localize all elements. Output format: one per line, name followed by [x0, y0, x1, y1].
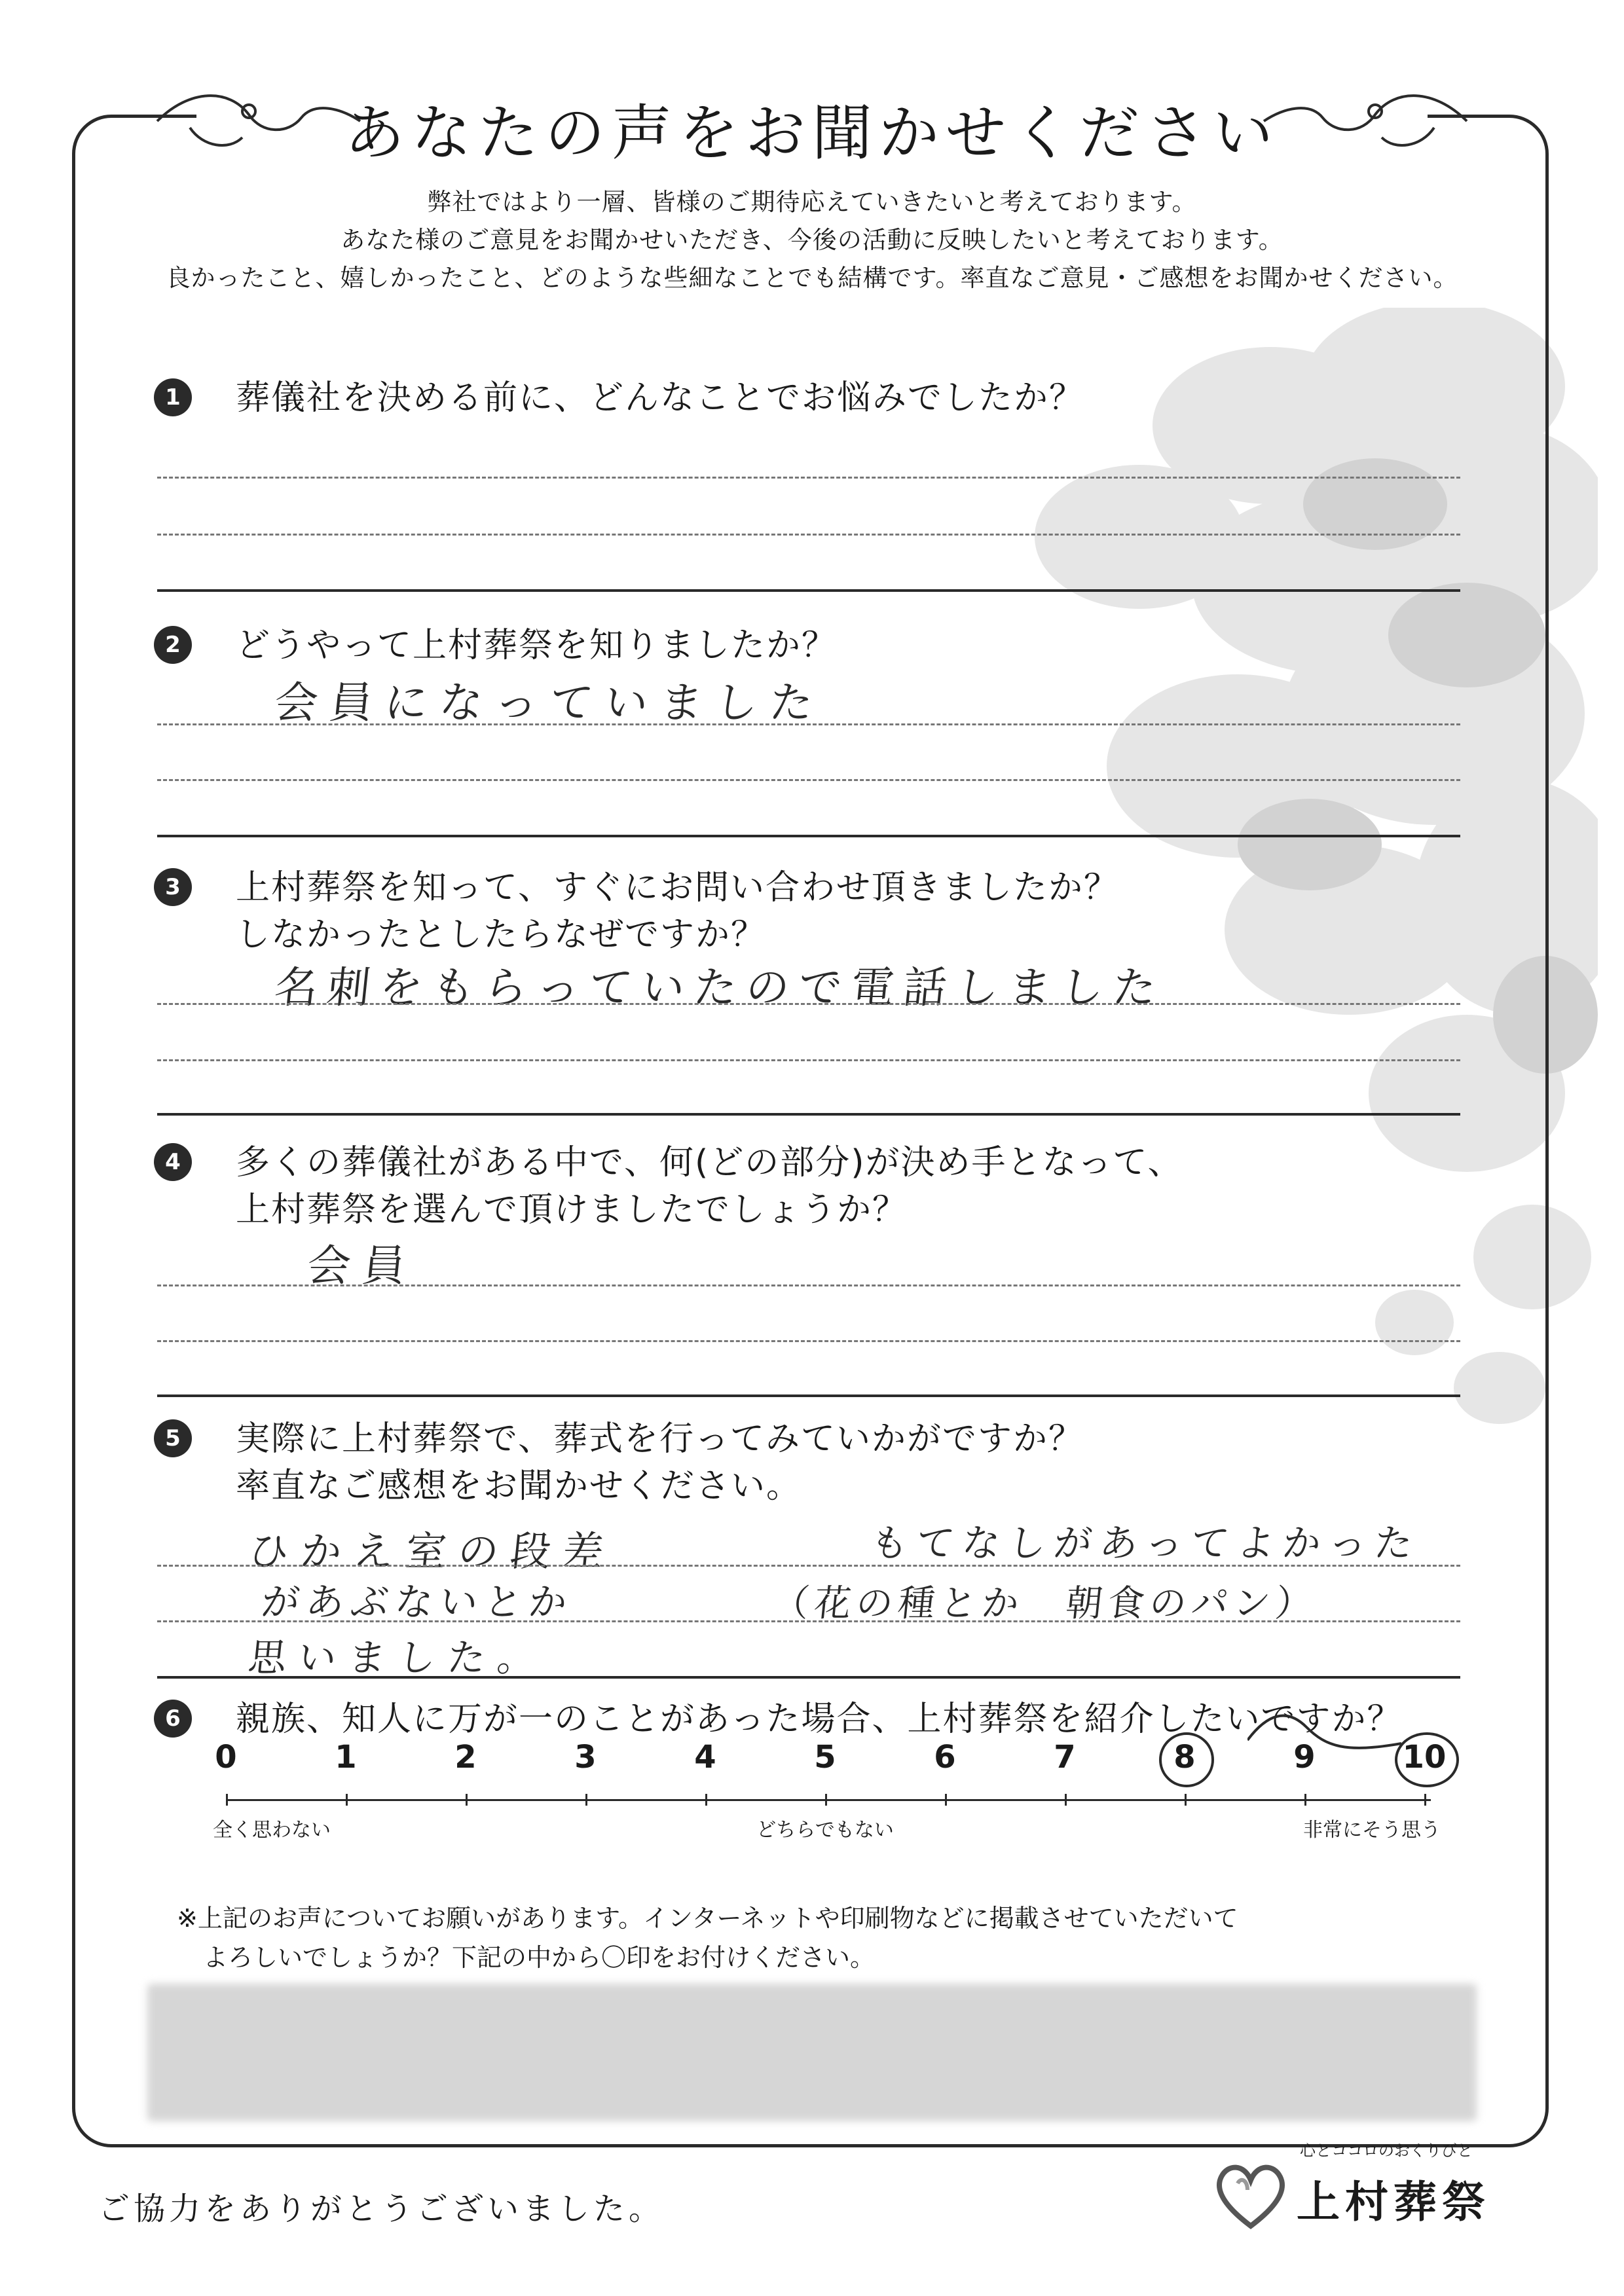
rating-option-0[interactable]: 0	[215, 1739, 237, 1776]
answer-line	[157, 779, 1460, 781]
rating-scale	[213, 1739, 1447, 1897]
rating-tick	[825, 1794, 827, 1806]
rating-tick	[346, 1794, 348, 1806]
answer-line	[157, 1340, 1460, 1342]
handwritten-answer: ひかえ室の段差	[246, 1527, 618, 1575]
rating-option-2[interactable]: 2	[454, 1739, 477, 1776]
notice-line: ※上記のお声についてお願いがあります。インターネットや印刷物などに掲載させていただいて	[177, 1904, 1238, 1933]
rating-label-low: 全く思わない	[213, 1819, 331, 1842]
section-divider	[157, 1394, 1460, 1397]
question-number-badge: 4	[154, 1143, 192, 1181]
handwritten-answer: もてなしがあってよかった	[868, 1521, 1423, 1565]
question-text: 上村葬祭を選んで頂けましたでしょうか？	[236, 1190, 908, 1230]
handwritten-answer: があぶないとか	[259, 1580, 576, 1624]
answer-line	[157, 477, 1460, 479]
rating-option-6[interactable]: 6	[934, 1739, 956, 1776]
logo-tagline: 心とココロのおくりびと	[1300, 2141, 1473, 2160]
handwritten-answer: 会員	[304, 1241, 420, 1291]
range-tilde-mark	[1247, 1707, 1405, 1760]
rating-tick	[466, 1794, 468, 1806]
answer-line	[157, 534, 1460, 536]
rating-option-8[interactable]: 8	[1173, 1739, 1196, 1776]
question-text: 率直なご感想をお聞かせください。	[236, 1467, 802, 1506]
question-number-badge: 5	[154, 1419, 192, 1457]
logo-company-name: 上村葬祭	[1297, 2177, 1490, 2227]
rating-option-7[interactable]: 7	[1054, 1739, 1076, 1776]
question-text: 上村葬祭を知って、すぐにお問い合わせ頂きましたか？	[236, 868, 1119, 907]
intro-line: 良かったこと、嬉しかったこと、どのような些細なことでも結構です。率直なご意見・ご感想をお聞かせください。	[166, 264, 1458, 292]
question-text: 実際に上村葬祭で、葬式を行ってみていかがですか？	[236, 1419, 1084, 1459]
rating-tick	[1065, 1794, 1067, 1806]
intro-line: 弊社ではより一層、皆様のご期待応えていきたいと考えております。	[427, 188, 1197, 216]
question-number-badge: 6	[154, 1700, 192, 1738]
rating-tick	[945, 1794, 947, 1806]
answer-line	[157, 1003, 1460, 1005]
rating-label-high: 非常にそう思う	[1303, 1819, 1441, 1842]
company-logo	[1211, 2138, 1539, 2242]
question-text: しなかったとしたらなぜですか？	[236, 915, 767, 955]
question-number-badge: 2	[154, 626, 192, 664]
handwritten-answer: （花の種とか 朝食のパン）	[770, 1582, 1320, 1625]
heart-logo-icon	[1211, 2154, 1290, 2232]
rating-tick	[1304, 1794, 1306, 1806]
rating-tick	[226, 1794, 228, 1806]
question-text: どうやって上村葬祭を知りましたか？	[236, 626, 838, 665]
intro-text	[0, 183, 1624, 297]
question-text: 親族、知人に万が一のことがあった場合、上村葬祭を紹介したいですか？	[236, 1700, 1403, 1739]
section-divider	[157, 589, 1460, 592]
handwritten-answer: 名刺をもらっていたので電話しました	[272, 962, 1168, 1013]
question-number-badge: 3	[154, 868, 192, 906]
notice-line: よろしいでしょうか？下記の中から〇印をお付けください。	[203, 1943, 876, 1972]
rating-label-mid: どちらでもない	[756, 1819, 894, 1842]
rating-option-3[interactable]: 3	[574, 1739, 597, 1776]
answer-line	[157, 1620, 1460, 1622]
rating-option-4[interactable]: 4	[694, 1739, 716, 1776]
redacted-consent-area	[147, 1984, 1477, 2121]
intro-line: あなた様のご意見をお聞かせいただき、今後の活動に反映したいと考えております。	[341, 226, 1283, 254]
handwritten-answer: 会員になっていました	[272, 678, 828, 728]
question-text: 葬儀社を決める前に、どんなことでお悩みでしたか？	[236, 378, 1085, 418]
section-divider	[157, 1113, 1460, 1116]
handwritten-answer: 思いました。	[246, 1635, 550, 1680]
question-text: 多くの葬儀社がある中で、何(どの部分)が決め手となって、	[236, 1143, 1183, 1182]
rating-tick	[1424, 1794, 1426, 1806]
rating-option-9[interactable]: 9	[1293, 1739, 1316, 1776]
rating-option-10[interactable]: 10	[1402, 1739, 1447, 1776]
thank-you-message: ご協力をありがとうございました。	[98, 2191, 665, 2227]
publication-notice	[177, 1899, 1238, 1977]
section-divider	[157, 835, 1460, 837]
rating-tick	[1185, 1794, 1187, 1806]
answer-line	[157, 1565, 1460, 1567]
page-title: あなたの声をお聞かせください	[344, 98, 1280, 168]
question-number-badge: 1	[154, 378, 192, 416]
rating-option-1[interactable]: 1	[335, 1739, 357, 1776]
rating-scale-axis	[226, 1799, 1431, 1801]
answer-line	[157, 723, 1460, 725]
rating-option-5[interactable]: 5	[814, 1739, 836, 1776]
answer-line	[157, 1059, 1460, 1061]
selected-circle-mark	[1159, 1732, 1214, 1787]
section-divider	[157, 1676, 1460, 1679]
rating-tick	[585, 1794, 587, 1806]
rating-tick	[705, 1794, 707, 1806]
answer-line	[157, 1285, 1460, 1286]
